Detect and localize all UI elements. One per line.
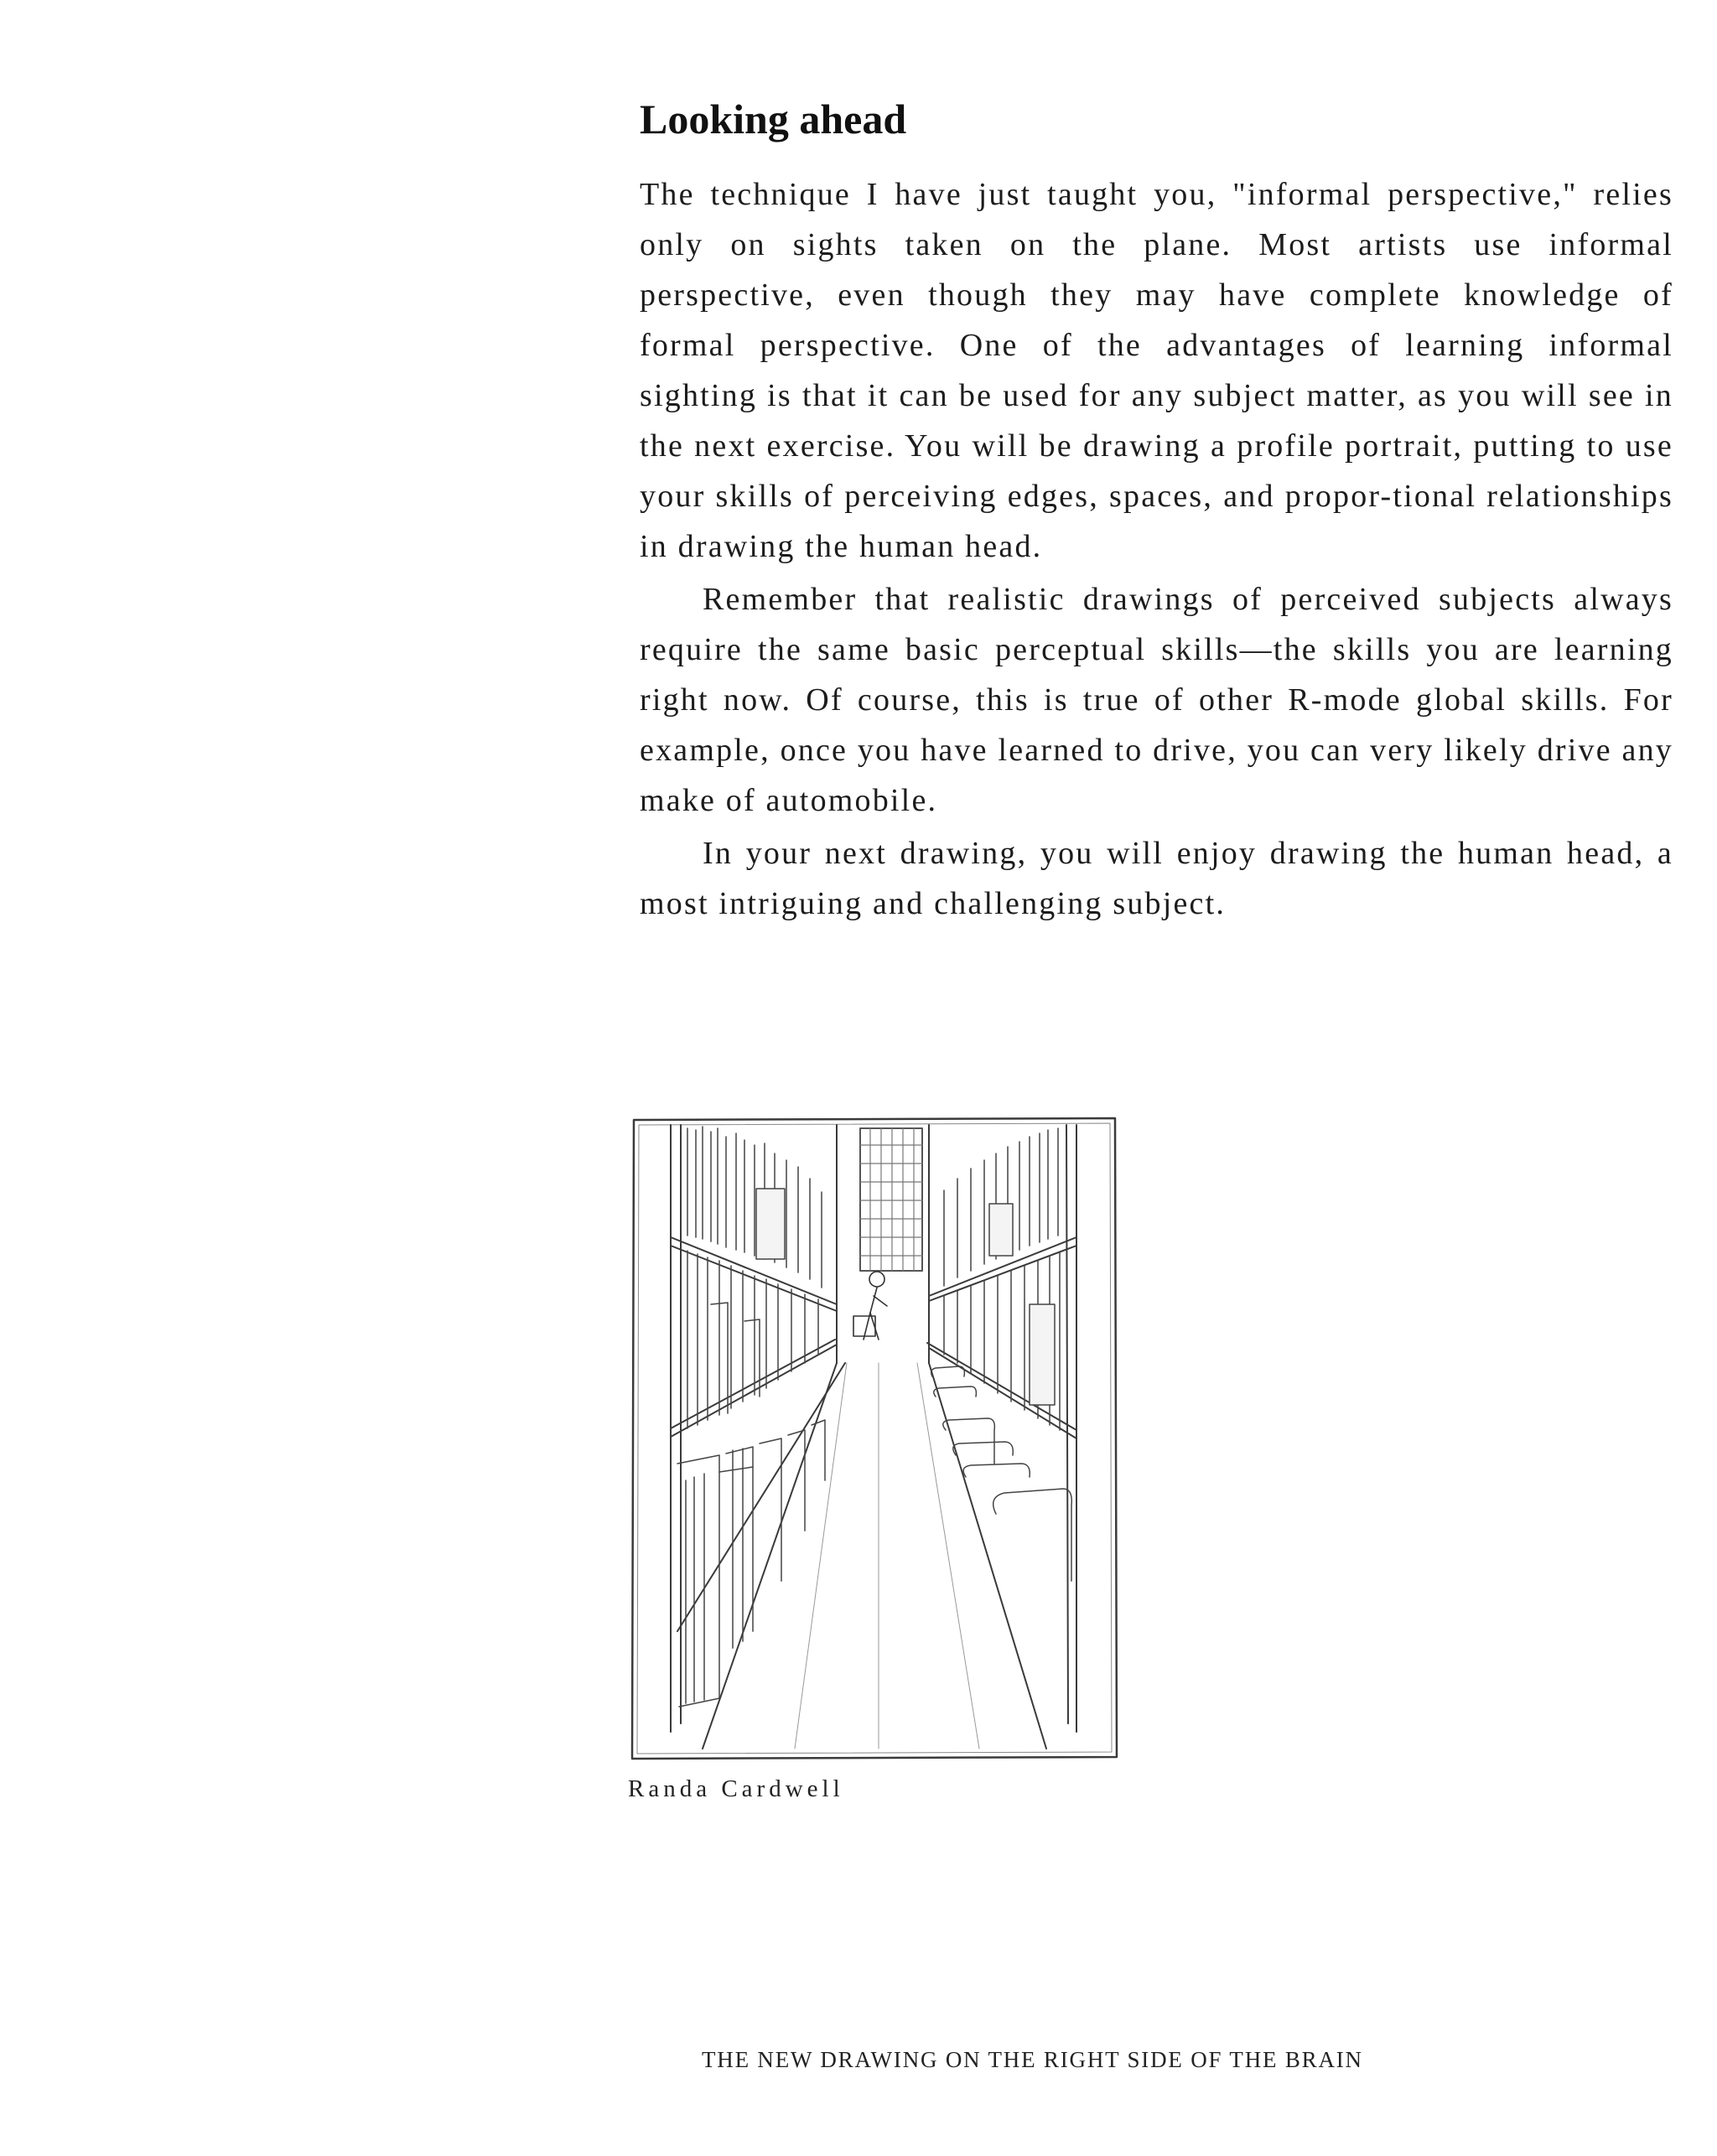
section-heading: Looking ahead bbox=[640, 96, 907, 143]
body-paragraph: Remember that realistic drawings of perceived subjects always require the same basic perceptual skills—the skills you are learning right now. Of course, this is true of other R-mode global skills. For example, once you have learned to drive, you can very likely drive any make of automobile. bbox=[640, 582, 1673, 818]
body-paragraph: In your next drawing, you will enjoy drawing the human head, a most intriguing and challenging subject. bbox=[640, 836, 1673, 921]
text-column bbox=[640, 91, 1673, 931]
pencil-sketch-illustration bbox=[627, 1112, 1120, 1765]
figure-caption: Randa Cardwell bbox=[628, 1775, 844, 1802]
running-footer: THE NEW DRAWING ON THE RIGHT SIDE OF THE BRAIN bbox=[702, 2047, 1363, 2072]
body-paragraph: The technique I have just taught you, "informal perspective," relies only on sights taken on the plane. Most artists use informal perspective, even though they may have complete knowledge of formal perspective. One of the advantages of learning informal sighting is that it can be used for any subject matter, as you will see in the next exercise. You will be drawing a profile portrait, putting to use your skills of perceiving edges, spaces, and propor-tional relationships in drawing the human head. bbox=[640, 177, 1673, 564]
library-aisle-drawing bbox=[627, 1112, 1120, 1765]
